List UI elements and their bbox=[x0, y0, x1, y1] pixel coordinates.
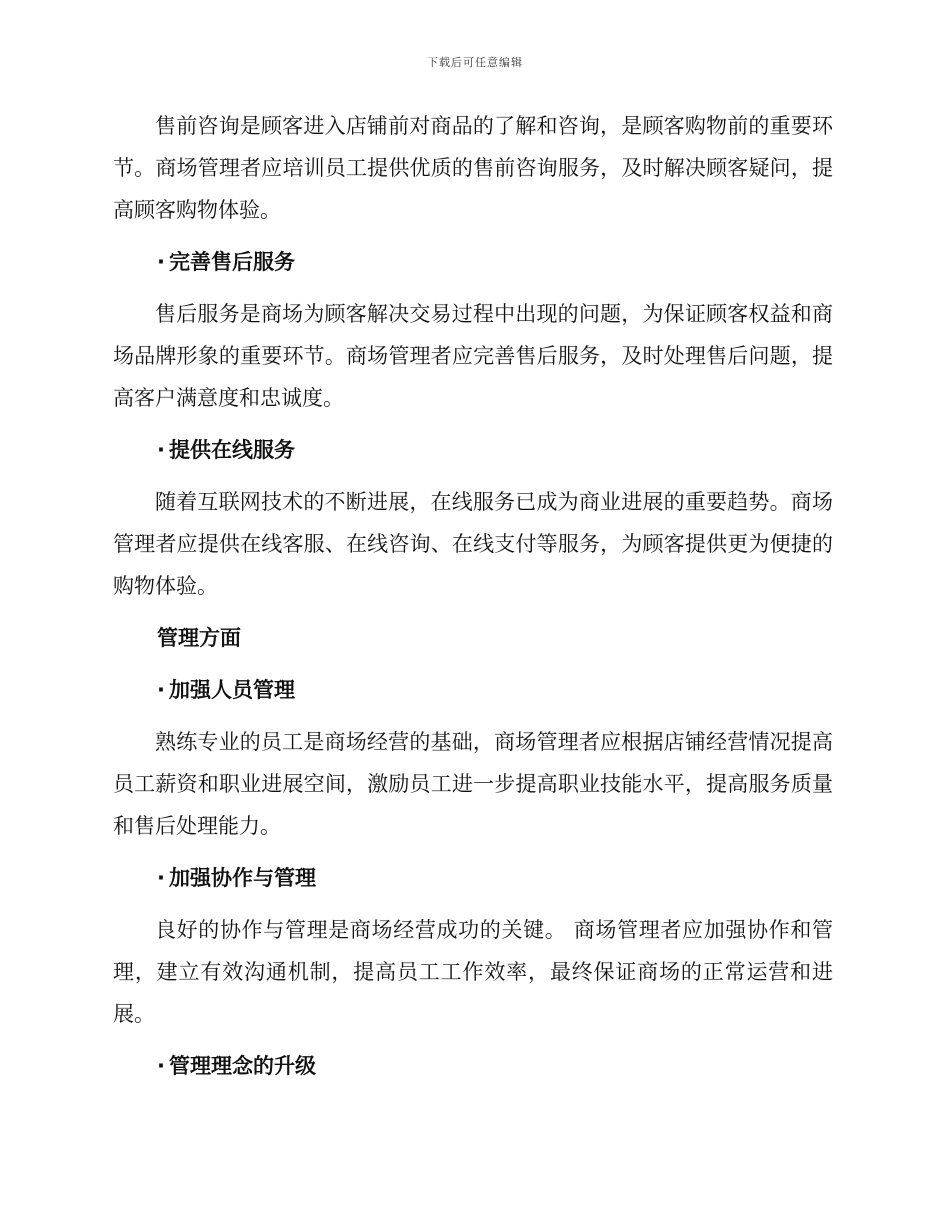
bullet-dot-icon: · bbox=[157, 866, 165, 890]
page-header: 下载后可任意编辑 bbox=[427, 56, 523, 69]
bullet-heading-staff-management bbox=[113, 669, 833, 711]
bullet-heading-collaboration bbox=[113, 857, 833, 899]
bullet-dot-icon: · bbox=[157, 678, 165, 702]
bullet-heading-text: 完善售后服务 bbox=[168, 250, 295, 274]
paragraph-aftersales: 售后服务是商场为顾客解决交易过程中出现的问题，为保证顾客权益和商场品牌形象的重要环节。商场管理者应完善售后服务，及时处理售后问题，提高客户满意度和忠诚度。 bbox=[113, 302, 833, 410]
document-body bbox=[113, 105, 833, 1097]
paragraph-staff-management: 熟练专业的员工是商场经营的基础，商场管理者应根据店铺经营情况提高员工薪资和职业进展空间，激励员工进一步提高职业技能水平，提高服务质量和售后处理能力。 bbox=[113, 730, 833, 838]
bullet-heading-text: 加强协作与管理 bbox=[168, 866, 316, 890]
bullet-heading-online-service bbox=[113, 429, 833, 471]
bullet-heading-management-philosophy bbox=[113, 1045, 833, 1087]
bullet-dot-icon: · bbox=[157, 250, 165, 274]
bullet-heading-text: 加强人员管理 bbox=[168, 678, 295, 702]
paragraph-collaboration: 良好的协作与管理是商场经营成功的关键。 商场管理者应加强协作和管理，建立有效沟通机制，提高员工工作效率，最终保证商场的正常运营和进展。 bbox=[113, 918, 833, 1026]
section-heading-management: 管理方面 bbox=[157, 626, 241, 650]
bullet-heading-aftersales bbox=[113, 241, 833, 283]
bullet-heading-text: 管理理念的升级 bbox=[168, 1054, 316, 1078]
bullet-heading-text: 提供在线服务 bbox=[168, 438, 295, 462]
bullet-dot-icon: · bbox=[157, 1054, 165, 1078]
bullet-dot-icon: · bbox=[157, 438, 165, 462]
paragraph-online-service: 随着互联网技术的不断进展，在线服务已成为商业进展的重要趋势。商场管理者应提供在线客服、在线咨询、在线支付等服务，为顾客提供更为便捷的购物体验。 bbox=[113, 490, 833, 598]
paragraph-presale-consulting: 售前咨询是顾客进入店铺前对商品的了解和咨询，是顾客购物前的重要环节。商场管理者应培训员工提供优质的售前咨询服务，及时解决顾客疑问，提高顾客购物体验。 bbox=[113, 114, 833, 222]
